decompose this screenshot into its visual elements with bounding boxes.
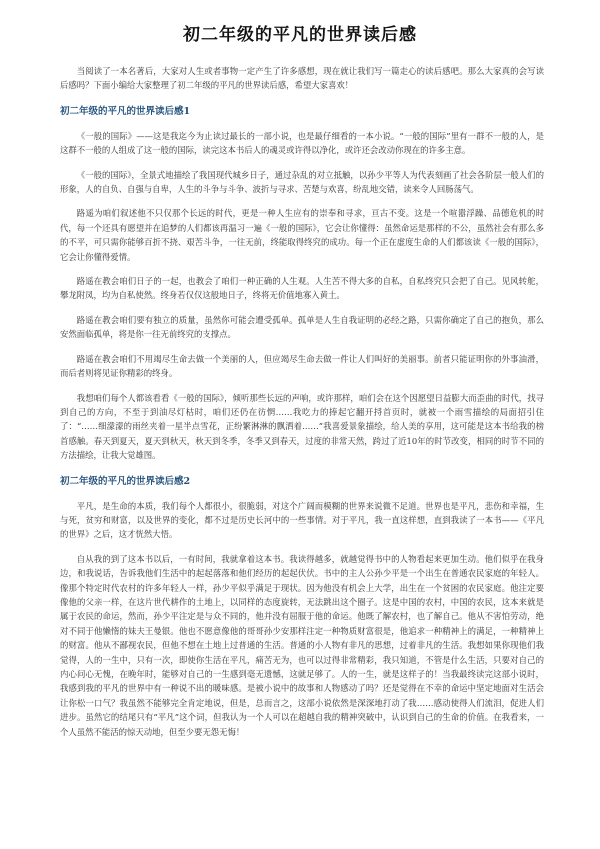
paragraph: 路遥为咱们叙述他不只仅那个长远的时代，更是一种人生应有的崇奉和寻求，亘古不变。这是一个喧嚣浮躁、品德危机的时代，每一个还具有愿望并在追梦的人们都该再温习一遍《一般的国际》，它会让你懂得：虽然命运是那样的不公，虽然社会有那么多的不平，可只需你能够百折不挠、艰苦斗争，一往无前，终能取得终究的成功。每一个正在虚度生命的人们都该读《一般的国际》，它会让你懂得爱情。 <box>60 208 544 262</box>
paragraph: 路遥在教会咱们要有独立的质量，虽然你可能会遭受孤单。孤单是人生自我证明的必经之路，只需你确定了自己的抱负，那么安然面临孤单，将是你一往无前终究的支撑点。 <box>60 314 544 340</box>
intro-paragraph: 当阅读了一本名著后，大家对人生或者事物一定产生了许多感想，现在就让我们写一篇走心的读后感吧。那么大家真的会写读后感吗？下面小编给大家整理了初二年级的平凡的世界读后感，希望大家喜欢！ <box>60 66 544 91</box>
paragraph: 路遥在教会咱们日子的一起，也教会了咱们一种正确的人生观。人生苦不得大多的自私，自私终究只会把了自己。见风转舵，攀龙附凤，均为自私使然。终身若仅仅这般地日子，终将无价值地寡入黄土。 <box>60 276 544 301</box>
paragraph: 平凡，是生命的本质，我们每个人都很小，很脆弱，对这个广阔而模糊的世界来说微不足道。世界也是平凡，悲伤和幸福，生与死，贫穷和财富，以及世界的变化，都不过是历史长河中的一些事情。对于平凡，我一直这样想，直到我读了一本书——《平凡的世界》之后，这才恍然大悟。 <box>60 500 544 540</box>
paragraph: 自从我的到了这本书以后，一有时间，我就拿着这本书。我读得越多，就越觉得书中的人物看起来更加生动。他们似乎在我身边，和我说话，告诉我他们生活中的起起落落和他们经历的起起伏伏。书中的主人公孙少平是一个出生在普通农民家庭的年轻人。像那个特定时代农村的许多年轻人一样，孙少平似乎满足于现状。因为他没有机会上大学，出生在一个贫困的农民家庭。他注定要像他的父亲一样，在这片世代耕作的土地上，以同样的态度旋转，无法跳出这个圈子。这是中国的农村，中国的农民，这本来就是属于农民的命运，然而，孙少平注定是与众不同的，他并没有屈服于他的命运。他既了解农村，也了解自己。他从不害怕劳动，绝对不同于他懒惰的妹夫王曼银。他也不愿意像他的哥哥孙少安那样注定一种物质财富很是，他追求一种精神上的满足，一种精神上的财富。他从不鄙视农民，但他不想在土地上过普通的生活。普通的小人物有非凡的思想，过着非凡的生活。我想如果你现他们我觉得，人的一生中，只有一次，即使你生活在平凡，痛苦无为，也可以过得非常精彩，我只知道，不管是什么生活，只要对自己的内心问心无愧，在晚年时，能够对自己的一生感到毫无遗憾，这就足够了。人的一生，就是这样子的！当我最终读完这部小说时，我感到我的平凡的世界中有一种说不出的暖味感。是被小说中的故事和人物感动了吗？还是觉得在不幸的命运中坚定地面对生活会让你松一口气？我虽然不能够完全肯定地说，但是，总而言之，这部小说依然是深深地打动了我……感动使得人们流泪，促进人们进步。虽然它的结尾只有“平凡”这个词，但我认为一个人可以在超越自我的精神突破中，认识到自己的生命的价值。在我看来，一个人虽然不能活的惊天动地，但至少要无怨无悔！ <box>60 553 544 737</box>
paragraph: 路遥在教会咱们不用竭尽生命去做一个美丽的人，但应竭尽生命去做一件让人们叫好的美丽事。前者只能证明你的外事油滑，而后者则将见证你精彩的终身。 <box>60 353 544 379</box>
section-heading-1: 初二年级的平凡的世界读后感1 <box>60 105 191 117</box>
paragraph: 我想咱们每个人都该看看《一般的国际》，倾听那些长远的声响，或许那样，咱们会在这个因愿望日益膨大而歪曲的时代，找寻到自己的方向，不至于到油尽灯枯时，咱们还仍在彷惘……我吃力的捧起它翻开捋首页时，就被一个雨雪描绘的局面招引住了：“……细濛濛的雨丝夹着一星半点雪花，正纷繁淋淋的飘洒着……”我喜爱景象描绘，给人美的享用，这可能是这本书给我的榜首感触。春天到夏天，夏天到秋天，秋天到冬季，冬季又到春天，过度的非常天然，跨过了近10年的时节改变，相同的时节不同的方法描绘，让我大觉雄图。 <box>60 392 544 461</box>
paragraph: 《一般的国际》——这是我迄今为止读过最长的一部小说，也是最仔细看的一本小说。“一般的国际”里有一群不一般的人，是这群不一般的人组成了这一般的国际，读完这本书后人的魂灵或许得以净化，或许还会改动你现在的许多主意。 <box>60 130 544 156</box>
paragraph: 《一般的国际》，全景式地描绘了我国现代城乡日子，通过杂乱的对立抵触，以孙少平等人为代表刻画了社会各阶层一般人们的形象，人的自负、自强与自卑，人生的斗争与斗争、波折与寻求、苦楚与欢喜，纷乱地交错，读来令人回肠荡气。 <box>60 169 544 195</box>
article-body <box>60 64 544 749</box>
page-title: 初二年级的平凡的世界读后感 <box>183 25 417 45</box>
section-heading-2: 初二年级的平凡的世界读后感2 <box>60 475 191 487</box>
